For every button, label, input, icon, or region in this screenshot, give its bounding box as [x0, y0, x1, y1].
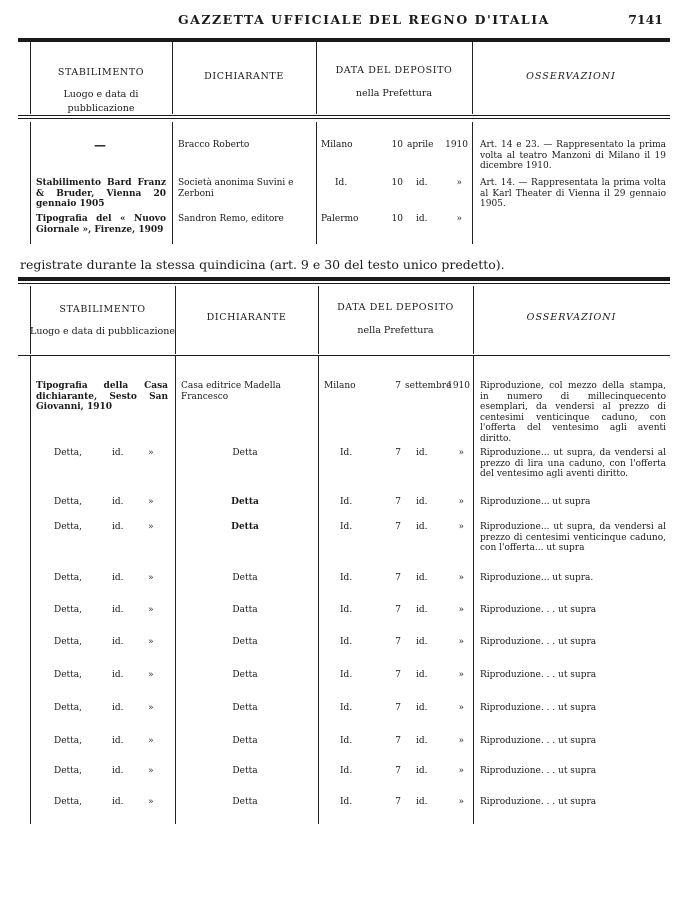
city-cell: Id.	[335, 178, 348, 188]
section-caption: registrate durante la stessa quindicina (art. 9 e 30 del testo unico predetto).	[20, 257, 505, 272]
year-cell: »	[456, 178, 462, 188]
year-cell: »	[458, 522, 464, 532]
city-cell: Id.	[340, 522, 353, 532]
osservazioni-cell: Riproduzione... ut supra, da vendersi al prezzo di centesimi venticinque caduno, con l'offerta... ut supra	[480, 522, 666, 553]
year-cell: 1910	[445, 140, 468, 150]
dichiarante-cell: Datta	[232, 605, 258, 615]
quote-cell: »	[148, 797, 154, 807]
dichiarante-cell: Detta	[231, 522, 259, 532]
city-cell: Id.	[340, 637, 353, 647]
quote-cell: »	[148, 736, 154, 746]
day-cell: 10	[391, 140, 403, 150]
dichiarante-cell: Sandron Remo, editore	[178, 214, 284, 224]
id-cell: id.	[112, 605, 124, 615]
stab-cell: Detta,	[54, 605, 83, 615]
page-header	[0, 12, 685, 34]
dichiarante-cell: Detta	[232, 573, 258, 583]
year-cell: »	[458, 605, 464, 615]
year-cell: »	[458, 670, 464, 680]
osservazioni-cell: Riproduzione... ut supra.	[480, 573, 594, 583]
dichiarante-cell: Detta	[232, 736, 258, 746]
day-cell: 7	[395, 736, 401, 746]
t2-header-stab-bottom: Luogo e data di pubblicazione	[30, 326, 175, 337]
osservazioni-cell: Riproduzione, col mezzo della stampa, in numero di millecinquecento esemplari, da vendersi al prezzo di centesimi venticinque caduno, con l'offerta del ventesimo agli aventi diritto.	[480, 381, 666, 444]
osservazioni-cell: Riproduzione. . . ut supra	[480, 605, 597, 615]
year-cell: »	[458, 766, 464, 776]
month-cell: id.	[416, 797, 428, 807]
stab-cell: Detta,	[54, 573, 83, 583]
city-cell: Milano	[321, 140, 353, 150]
city-cell: Milano	[324, 381, 356, 391]
osservazioni-cell: Riproduzione. . . ut supra	[480, 670, 597, 680]
osservazioni-cell: Riproduzione... ut supra	[480, 497, 591, 507]
quote-cell: »	[148, 670, 154, 680]
quote-cell: »	[148, 573, 154, 583]
stab-cell: Detta,	[54, 670, 83, 680]
top-rule	[18, 38, 670, 42]
city-cell: Id.	[340, 497, 353, 507]
t2-header-dichiarante: DICHIARANTE	[206, 312, 287, 323]
month-cell: id.	[416, 573, 428, 583]
t2-header-data-bottom: nella Prefettura	[357, 325, 434, 336]
stab-cell: Detta,	[54, 637, 83, 647]
t1-header-stab-top: STABILIMENTO	[57, 67, 145, 78]
month-cell: id.	[416, 448, 428, 458]
stab-cell: Detta,	[54, 448, 83, 458]
id-cell: id.	[112, 736, 124, 746]
osservazioni-cell: Riproduzione. . . ut supra	[480, 797, 597, 807]
day-cell: 7	[395, 797, 401, 807]
quote-cell: »	[148, 522, 154, 532]
day-cell: 7	[395, 670, 401, 680]
quote-cell: »	[148, 637, 154, 647]
day-cell: 7	[395, 573, 401, 583]
page-number: 7141	[628, 12, 663, 27]
stab-cell: —	[94, 138, 106, 152]
day-cell: 10	[391, 178, 403, 188]
stab-cell: Tipografia della Casa dichiarante, Sesto San Giovanni, 1910	[36, 381, 168, 412]
quote-cell: »	[148, 448, 154, 458]
city-cell: Id.	[340, 670, 353, 680]
year-cell: »	[458, 703, 464, 713]
osservazioni-cell: Riproduzione. . . ut supra	[480, 736, 597, 746]
city-cell: Palermo	[321, 214, 359, 224]
stab-cell: Detta,	[54, 797, 83, 807]
dichiarante-cell: Detta	[232, 703, 258, 713]
osservazioni-cell: Riproduzione. . . ut supra	[480, 766, 597, 776]
city-cell: Id.	[340, 736, 353, 746]
day-cell: 7	[395, 497, 401, 507]
id-cell: id.	[112, 448, 124, 458]
month-cell: id.	[416, 703, 428, 713]
t1-header-stab-bottom: Luogo e data di pubblicazione	[63, 89, 139, 114]
month-cell: id.	[416, 214, 428, 224]
stab-cell: Detta,	[54, 766, 83, 776]
day-cell: 7	[395, 766, 401, 776]
quote-cell: »	[148, 703, 154, 713]
month-cell: id.	[416, 736, 428, 746]
osservazioni-cell: Riproduzione... ut supra, da vendersi al prezzo di lira una caduno, con l'offerta del ventesimo agli aventi diritto.	[480, 448, 666, 479]
osservazioni-cell: Riproduzione. . . ut supra	[480, 637, 597, 647]
year-cell: »	[458, 448, 464, 458]
city-cell: Id.	[340, 573, 353, 583]
month-cell: id.	[416, 766, 428, 776]
osservazioni-cell: Art. 14. — Rappresentata la prima volta al Karl Theater di Vienna il 29 gennaio 1905.	[480, 178, 666, 209]
month-cell: id.	[416, 637, 428, 647]
dichiarante-cell: Bracco Roberto	[178, 140, 250, 150]
t2-header-data-top: DATA DEL DEPOSITO	[337, 302, 454, 313]
dichiarante-cell: Detta	[232, 637, 258, 647]
id-cell: id.	[112, 637, 124, 647]
osservazioni-cell: Art. 14 e 23. — Rappresentato la prima volta al teatro Manzoni di Milano il 19 dicembre 1910.	[480, 140, 666, 171]
t1-header-dichiarante: DICHIARANTE	[204, 71, 284, 82]
id-cell: id.	[112, 797, 124, 807]
month-cell: id.	[416, 522, 428, 532]
year-cell: »	[458, 637, 464, 647]
dichiarante-cell: Detta	[232, 670, 258, 680]
month-cell: aprile	[407, 140, 434, 150]
city-cell: Id.	[340, 797, 353, 807]
id-cell: id.	[112, 573, 124, 583]
quote-cell: »	[148, 605, 154, 615]
dichiarante-cell: Detta	[231, 497, 259, 507]
year-cell: »	[458, 797, 464, 807]
year-cell: »	[458, 573, 464, 583]
day-cell: 7	[395, 703, 401, 713]
dichiarante-cell: Detta	[232, 766, 258, 776]
month-cell: id.	[416, 605, 428, 615]
city-cell: Id.	[340, 605, 353, 615]
stab-cell: Detta,	[54, 522, 83, 532]
t2-header-osservazioni: OSSERVAZIONI	[526, 312, 617, 323]
dichiarante-cell: Società anonima Suvini e Zerboni	[178, 178, 294, 199]
city-cell: Id.	[340, 766, 353, 776]
month-cell: id.	[416, 178, 428, 188]
t1-header-data-top: DATA DEL DEPOSITO	[335, 65, 453, 76]
t1-header-osservazioni: OSSERVAZIONI	[526, 71, 616, 82]
id-cell: id.	[112, 522, 124, 532]
id-cell: id.	[112, 766, 124, 776]
city-cell: Id.	[340, 448, 353, 458]
stab-cell: Detta,	[54, 736, 83, 746]
stab-cell: Stabilimento Bard Franz & Bruder, Vienna 20 gennaio 1905	[36, 178, 166, 209]
id-cell: id.	[112, 670, 124, 680]
t1-header-data-bottom: nella Prefettura	[355, 88, 433, 99]
day-cell: 7	[395, 381, 401, 391]
day-cell: 7	[395, 637, 401, 647]
month-cell: id.	[416, 670, 428, 680]
day-cell: 7	[395, 522, 401, 532]
quote-cell: »	[148, 497, 154, 507]
year-cell: »	[458, 736, 464, 746]
year-cell: »	[456, 214, 462, 224]
day-cell: 10	[391, 214, 403, 224]
dichiarante-cell: Detta	[232, 797, 258, 807]
t2-header-stab-top: STABILIMENTO	[59, 304, 146, 315]
year-cell: »	[458, 497, 464, 507]
quote-cell: »	[148, 766, 154, 776]
dichiarante-cell: Casa editrice Madella Francesco	[181, 381, 281, 402]
day-cell: 7	[395, 448, 401, 458]
year-cell: 1910	[447, 381, 470, 391]
id-cell: id.	[112, 703, 124, 713]
id-cell: id.	[112, 497, 124, 507]
city-cell: Id.	[340, 703, 353, 713]
osservazioni-cell: Riproduzione. . . ut supra	[480, 703, 597, 713]
gazette-title: GAZZETTA UFFICIALE DEL REGNO D'ITALIA	[178, 12, 550, 27]
month-cell: id.	[416, 497, 428, 507]
stab-cell: Tipografia del « Nuovo Giornale », Firenze, 1909	[36, 214, 166, 235]
stab-cell: Detta,	[54, 703, 83, 713]
month-cell: settembre	[405, 381, 452, 391]
day-cell: 7	[395, 605, 401, 615]
stab-cell: Detta,	[54, 497, 83, 507]
dichiarante-cell: Detta	[232, 448, 258, 458]
